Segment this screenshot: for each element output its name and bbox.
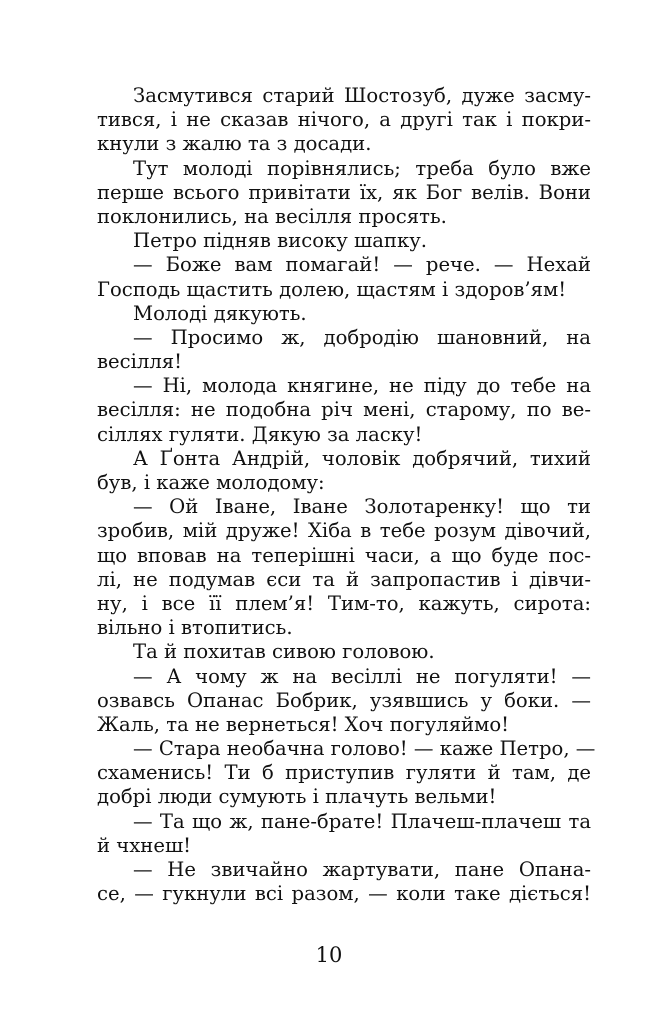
text-line: зробив, мій друже! Хіба в тебе розум дівочий, xyxy=(97,519,591,543)
text-line: що вповав на теперішні часи, а що буде пос- xyxy=(97,543,591,567)
text-line: — Боже вам помагай! — рече. — Нехай xyxy=(133,253,591,277)
text-line: Молоді дякують. xyxy=(133,301,307,325)
text-line: вільно і втопитись. xyxy=(97,616,293,640)
text-line: Жаль, та не вернеться! Хоч погуляймо! xyxy=(97,712,510,736)
text-line: — Просимо ж, добродію шановний, на xyxy=(133,325,591,349)
text-line: сіллях гуляти. Дякую за ласку! xyxy=(97,422,423,446)
text-line: Та й похитав сивою головою. xyxy=(133,640,435,664)
text-line: — Ні, молода княгине, не піду до тебе на xyxy=(133,374,591,398)
text-line: — А чому ж на весіллі не погуляти! — xyxy=(133,664,591,688)
text-line: — Не звичайно жартувати, пане Опана- xyxy=(133,858,591,881)
text-line: Господь щастить долею, щастям і здоров’ям! xyxy=(97,277,567,301)
text-line: — Стара необачна голово! — каже Петро, — xyxy=(133,737,596,761)
text-line: весілля! xyxy=(97,350,182,374)
text-line: — Та що ж, пане-брате! Плачеш-плачеш та xyxy=(133,809,591,833)
text-line: А Ґонта Андрій, чоловік добрячий, тихий xyxy=(133,446,591,470)
text-line: Засмутився старий Шостозуб, дуже засму- xyxy=(133,84,591,107)
text-line: був, і каже молодому: xyxy=(97,471,325,494)
text-line: добрі люди сумують і плачуть вельми! xyxy=(97,785,497,809)
text-line: лі, не подумав єси та й запропастив і дівчи- xyxy=(97,567,591,591)
text-line: весілля: не подобна річ мені, старому, по ве- xyxy=(97,398,591,422)
text-line: тився, і не сказав нічого, а другі так і покри- xyxy=(97,108,591,132)
text-line: перше всього привітати їх, як Бог велів. Вони xyxy=(97,180,591,204)
text-line: поклонились, на весілля просять. xyxy=(97,204,447,228)
text-line: Петро підняв високу шапку. xyxy=(133,229,427,253)
text-line: кнули з жалю та з досади. xyxy=(97,132,372,156)
text-line: — Ой Іване, Іване Золотаренку! що ти xyxy=(133,495,591,519)
text-line: се, — гукнули всі разом, — коли таке діється! xyxy=(97,882,591,906)
text-line: схаменись! Ти б приступив гуляти й там, де xyxy=(97,761,591,785)
text-line: озвавсь Опанас Бобрик, узявшись у боки. — xyxy=(97,688,591,712)
text-line: Тут молоді порівнялись; треба було вже xyxy=(133,156,591,180)
text-line: й чхнеш! xyxy=(97,833,192,857)
page-number: 10 xyxy=(315,943,343,967)
text-line: ну, і все її плем’я! Тим-то, кажуть, сирота: xyxy=(97,591,591,615)
body-text xyxy=(97,84,596,906)
